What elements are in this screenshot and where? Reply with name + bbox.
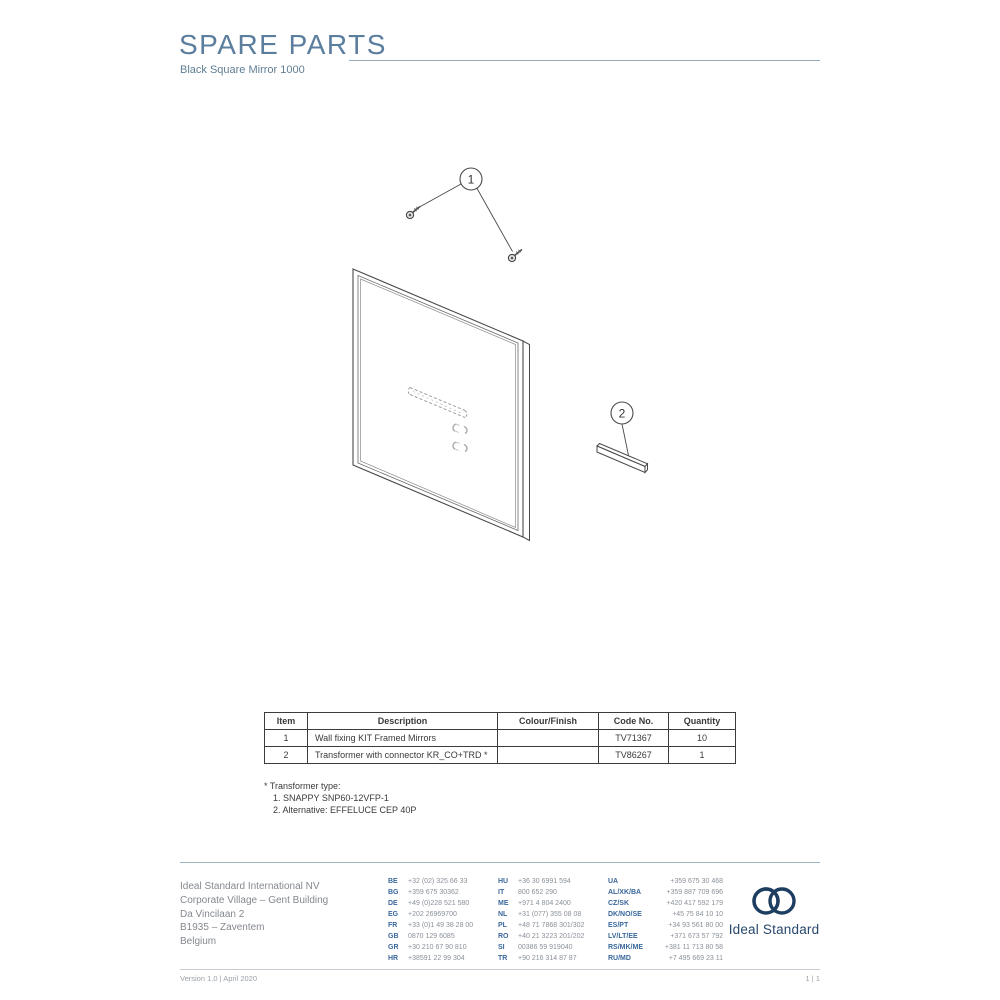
phone-number: +33 (0)1 49 38 28 00 [408,922,474,929]
transformer-footnote [264,780,416,816]
company-address [180,880,328,949]
title-divider [349,60,820,61]
callout-1 [460,168,482,190]
page-subtitle: Black Square Mirror 1000 [180,64,305,76]
phone-number: 800 652 290 [518,889,557,896]
phone-entry [388,953,493,964]
country-code: SI [498,944,505,951]
country-code: ME [498,900,509,907]
callout-1-leader-lines [415,184,513,252]
phone-number: +31 (077) 355 08 08 [518,911,582,918]
cell-code-no: TV86267 [599,747,669,764]
callout-2 [611,402,633,456]
country-code: EG [388,911,399,918]
table-row [265,730,736,747]
phone-entry [608,909,725,920]
phone-number: +359 675 30 468 [670,878,723,885]
page-title: SPARE PARTS [179,29,387,60]
phone-number: +49 (0)228 521 580 [408,900,470,907]
cell-description: Wall fixing KIT Framed Mirrors [308,730,498,747]
footnote-line: 1. SNAPPY SNP60-12VFP-1 [273,793,389,803]
phone-number: +971 4 804 2400 [518,900,571,907]
country-code: HU [498,878,509,885]
interlocking-rings-icon [743,884,805,920]
phone-number: +202 26969700 [408,911,457,918]
country-code: LV/LT/EE [608,933,638,940]
phone-number: +30 210 67 90 810 [408,944,467,951]
phone-entry [498,920,603,931]
country-code: FR [388,922,398,929]
country-code: RO [498,933,509,940]
cell-quantity: 1 [669,747,736,764]
phone-entry [498,931,603,942]
address-line: Corporate Village – Gent Building [180,894,329,906]
phone-entry [388,942,493,953]
ideal-standard-logo [726,884,822,937]
col-header-quantity: Quantity [669,713,736,730]
phone-directory-column-2 [498,876,603,964]
callout-2-number: 2 [618,406,626,421]
phone-number: +48 71 7868 301/302 [518,922,585,929]
country-code: DK/NO/SE [608,911,642,918]
footnote-title: * Transformer type: [264,781,341,791]
col-header-code-no: Code No. [599,713,669,730]
phone-number: +32 (02) 325 66 33 [408,878,468,885]
logo-wordmark: Ideal Standard [728,922,820,937]
screw-icon [508,250,522,262]
country-code: BE [388,878,398,885]
phone-number: +40 21 3223 201/202 [518,933,585,940]
country-code: NL [498,911,508,918]
cell-colour-finish [498,730,599,747]
cell-colour-finish [498,747,599,764]
bottom-divider [180,969,820,970]
phone-entry [498,887,603,898]
phone-directory-column-1 [388,876,493,964]
phone-entry [388,920,493,931]
phone-number: +34 93 561 80 00 [668,922,723,929]
exploded-view-diagram [330,150,680,570]
callout-1-number: 1 [467,172,475,187]
country-code: AL/XK/BA [608,889,642,896]
address-line: Da Vincilaan 2 [180,908,245,920]
country-code: IT [498,889,505,896]
address-line: Belgium [180,936,217,948]
phone-number: +7 495 669 23 11 [668,955,723,962]
phone-entry [608,920,725,931]
phone-number: +420 417 592 179 [666,900,723,907]
col-header-item: Item [265,713,308,730]
country-code: UA [608,878,619,885]
parts-table [264,712,736,764]
phone-entry [388,909,493,920]
phone-number: +359 675 30362 [408,889,459,896]
address-line: B1935 – Zaventem [180,922,265,934]
country-code: DE [388,900,398,907]
country-code: HR [388,955,399,962]
phone-entry [608,887,725,898]
phone-entry [608,942,725,953]
col-header-description: Description [308,713,498,730]
screw-icon [406,207,420,219]
phone-number: +90 216 314 87 87 [518,955,577,962]
page-number: 1 | 1 [805,974,820,983]
phone-entry [498,909,603,920]
phone-number: +371 673 57 792 [670,933,723,940]
footnote-line: 2. Alternative: EFFELUCE CEP 40P [273,805,417,815]
phone-entry [608,931,725,942]
phone-entry [388,898,493,909]
phone-entry [498,953,603,964]
phone-entry [498,898,603,909]
phone-number: +45 75 84 10 10 [672,911,723,918]
country-code: PL [498,922,507,929]
phone-directory-column-3 [608,876,725,964]
col-header-colour-finish: Colour/Finish [498,713,599,730]
cell-quantity: 10 [669,730,736,747]
country-code: CZ/SK [608,900,629,907]
country-code: TR [498,955,508,962]
cell-item: 2 [265,747,308,764]
cell-description: Transformer with connector KR_CO+TRD * [308,747,498,764]
phone-number: 0870 129 6085 [408,933,455,940]
phone-number: 00386 59 919040 [518,944,573,951]
table-header-row [265,713,736,730]
country-code: RU/MD [608,955,631,962]
phone-entry [388,887,493,898]
cell-code-no: TV71367 [599,730,669,747]
phone-entry [388,876,493,887]
table-row [265,747,736,764]
transformer-bar-drawing [597,444,648,473]
phone-number: +381 11 713 80 58 [664,944,723,951]
phone-entry [608,953,725,964]
phone-entry [608,876,725,887]
country-code: GB [388,933,399,940]
phone-number: +36 30 6991 594 [518,878,571,885]
country-code: GR [388,944,399,951]
country-code: ES/PT [608,922,629,929]
phone-entry [388,931,493,942]
country-code: RS/MK/ME [608,944,643,951]
cell-item: 1 [265,730,308,747]
phone-entry [498,942,603,953]
country-code: BG [388,889,399,896]
version-info: Version 1.0 | April 2020 [180,974,257,983]
footer-divider [180,862,820,863]
mirror-drawing [353,269,530,541]
phone-number: +38591 22 99 304 [408,955,465,962]
phone-entry [608,898,725,909]
phone-entry [498,876,603,887]
phone-number: +359 887 709 696 [666,889,723,896]
address-line: Ideal Standard International NV [180,881,320,892]
